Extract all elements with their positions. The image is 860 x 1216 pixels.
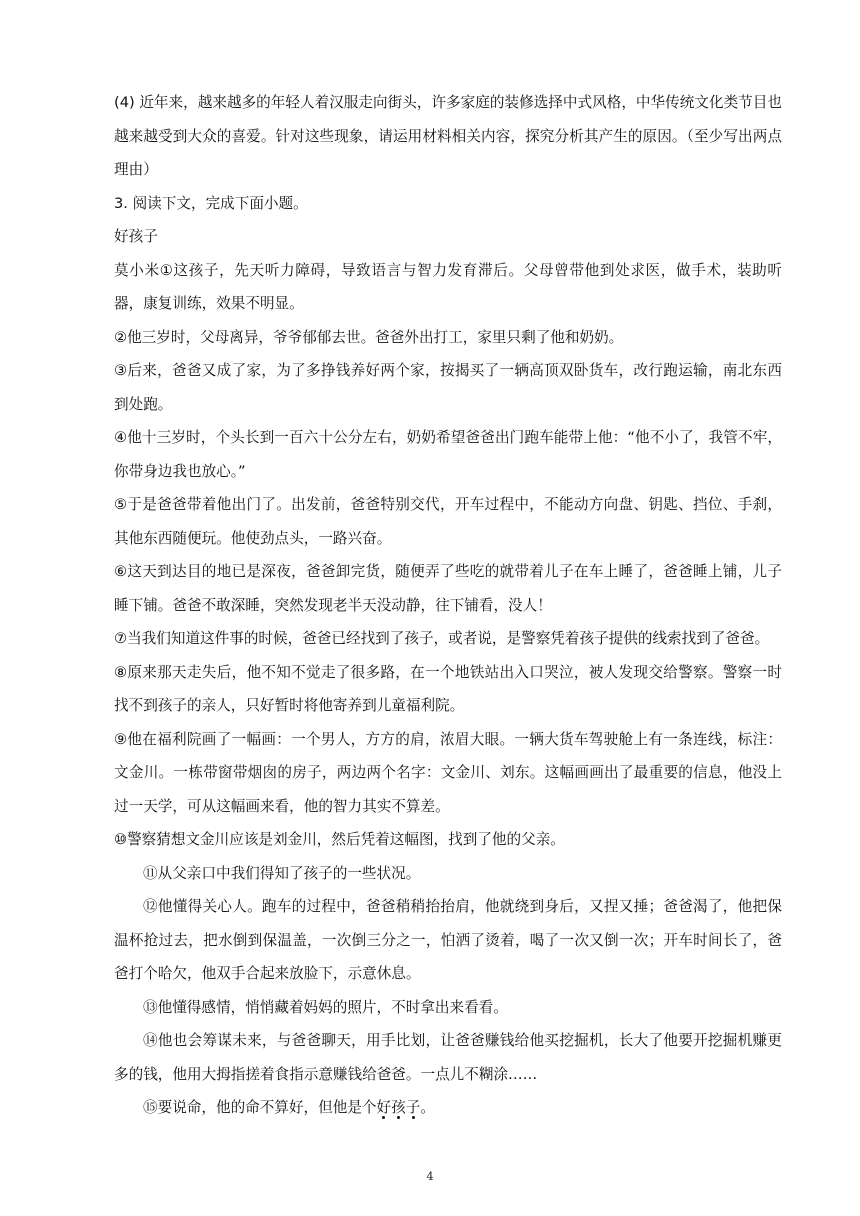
article-paragraph-1: 莫小米①这孩子，先天听力障碍，导致语言与智力发育滞后。父母曾带他到处求医，做手术，装助听器，康复训练，效果不明显。 <box>114 261 782 312</box>
article-paragraph-14: ⑭他也会筹谋未来，与爸爸聊天，用手比划，让爸爸赚钱给他买挖掘机，长大了他要开挖掘机赚更多的钱，他用大拇指搓着食指示意赚钱给爸爸。一点儿不糊涂…… <box>114 1032 782 1083</box>
emphasized-char: 孩 <box>391 1099 406 1116</box>
article-paragraph-3: ③后来，爸爸又成了家，为了多挣钱养好两个家，按揭买了一辆高顶双卧货车，改行跑运输，南北东西到处跑。 <box>114 362 782 413</box>
question-3-heading: 3. 阅读下文，完成下面小题。 <box>114 194 308 212</box>
article-paragraph-2: ②他三岁时，父母离异，爷爷郁郁去世。爸爸外出打工，家里只剩了他和奶奶。 <box>114 328 624 346</box>
page-number: 4 <box>426 1170 434 1183</box>
article-paragraph-15 <box>114 1091 782 1125</box>
paragraph-15-end: 。 <box>420 1099 435 1116</box>
article-paragraph-8: ⑧原来那天走失后，他不知不觉走了很多路，在一个地铁站出入口哭泣，被人发现交给警察。警察一时找不到孩子的亲人，只好暂时将他寄养到儿童福利院。 <box>114 663 782 714</box>
emphasis-dot <box>382 1116 385 1119</box>
emphasized-char: 好 <box>377 1099 392 1116</box>
article-paragraph-6: ⑥这天到达目的地已是深夜，爸爸卸完货，随便弄了些吃的就带着儿子在车上睡了，爸爸睡上铺，儿子睡下铺。爸爸不敢深睡，突然发现老半天没动静，往下铺看，没人！ <box>114 563 782 614</box>
article-paragraph-4: ④他十三岁时，个头长到一百六十公分左右，奶奶希望爸爸出门跑车能带上他：“他不小了，我管不牢，你带身边我也放心。” <box>114 429 782 480</box>
article-paragraph-7: ⑦当我们知道这件事的时候，爸爸已经找到了孩子，或者说，是警察凭着孩子提供的线索找到了爸爸。 <box>114 630 770 647</box>
article-paragraph-10: ⑩警察猜想文金川应该是刘金川，然后凭着这幅图，找到了他的父亲。 <box>114 831 565 848</box>
question-4-paragraph: (4) 近年来，越来越多的年轻人着汉服走向街头，许多家庭的装修选择中式风格，中华传统文化类节目也越来越受到大众的喜爱。针对这些现象，请运用材料相关内容，探究分析其产生的原因。（至少写出两点理由） <box>114 94 782 178</box>
article-paragraph-11: ⑪从父亲口中我们得知了孩子的一些状况。 <box>143 864 421 882</box>
article-paragraph-12: ⑫他懂得关心人。跑车的过程中，爸爸稍稍抬抬肩，他就绕到身后，又捏又捶；爸爸渴了，他把保温杯抢过去，把水倒到保温盖，一次倒三分之一，怕洒了烫着，喝了一次又倒一次；开车时间长了，爸爸打个哈欠，他双手合起来放脸下，示意休息。 <box>114 898 782 982</box>
emphasized-char: 子 <box>406 1099 421 1116</box>
emphasis-dot <box>397 1116 400 1119</box>
emphasis-dot <box>412 1116 415 1119</box>
article-title: 好孩子 <box>114 228 158 245</box>
paragraph-15-text: ⑮要说命，他的命不算好，但他是个 <box>143 1099 377 1116</box>
article-paragraph-13: ⑬他懂得感情，悄悄藏着妈妈的照片，不时拿出来看看。 <box>143 998 508 1016</box>
article-paragraph-5: ⑤于是爸爸带着他出门了。出发前，爸爸特别交代，开车过程中，不能动方向盘、钥匙、挡位、手刹，其他东西随便玩。他使劲点头，一路兴奋。 <box>114 496 782 547</box>
document-body <box>114 86 782 1125</box>
article-paragraph-9: ⑨他在福利院画了一幅画：一个男人，方方的肩，浓眉大眼。一辆大货车驾驶舱上有一条连线，标注：文金川。一栋带窗带烟囱的房子，两边两个名字：文金川、刘东。这幅画画出了最重要的信息，他没上过一天学，可从这幅画来看，他的智力其实不算差。 <box>114 730 782 815</box>
